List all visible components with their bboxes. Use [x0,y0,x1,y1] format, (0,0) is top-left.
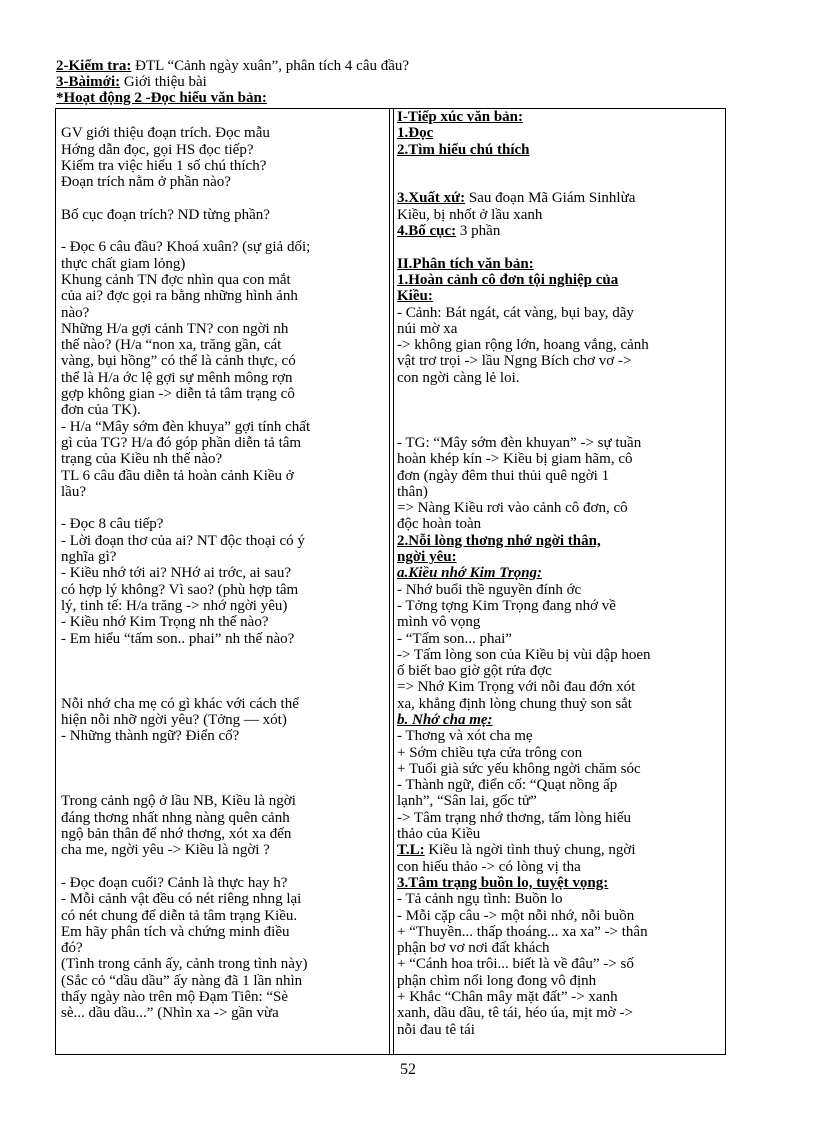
left-text-line: thế nào? (H/a “non xa, trăng gần, cát [61,337,282,354]
left-text-line: thấy ngày nào trên mộ Đạm Tiên: “Sè [61,989,289,1006]
right-text-line: 1.Đọc [397,125,434,142]
right-text-line: - “Tấm son... phai” [397,630,512,647]
left-text-line [61,500,381,516]
left-text-line: - Kiều nhớ Kim Trọng nh thế nào? [61,614,269,631]
right-text-line: -> Tấm lòng son của Kiều bị vùi dập hoen [397,646,651,663]
left-text-line: - Lời đoạn thơ của ai? NT độc thoại có ý [61,532,305,549]
left-text-line: ngộ bản thân để nhớ thơng, xót xa đến [61,826,292,843]
right-text-line: - Nhớ buổi thề nguyền đính ớc [397,581,582,598]
right-text-line: a.Kiều nhớ Kim Trọng: [397,565,543,582]
right-text-line: 3.Tâm trạng buồn lo, tuyệt vọng: [397,874,609,891]
right-text-line: - TG: “Mây sớm đèn khuyan” -> sự tuần [397,434,642,451]
newlesson-text: Giới thiệu bài [120,74,207,90]
right-text-line: -> không gian rộng lớn, hoang vắng, cảnh [397,337,649,354]
left-text-line: thực chất giam lỏng) [61,255,186,272]
right-text-line: 1.Hoàn cảnh cô đơn tội nghiệp của [397,271,619,288]
left-text-line: Trong cảnh ngộ ở lầu NB, Kiều là ngời [61,793,296,810]
right-text-line [397,402,723,418]
right-text-line: phận chìm nổi long đong vô định [397,972,597,989]
left-text-line: có nét chung để diễn tả tâm trạng Kiều. [61,907,298,924]
right-text-line: Kiều: [397,288,433,305]
left-text-line: của ai? đợc gọi ra bằng những hình ảnh [61,288,298,305]
right-text-line [397,239,723,255]
right-text-line: 2.Nỗi lòng thơng nhớ ngời thân, [397,532,601,549]
left-text-line: Kiểm tra việc hiểu 1 số chú thích? [61,157,267,174]
right-text-line: thảo của Kiều [397,826,481,843]
page-number: 52 [400,1061,416,1078]
right-text-line: + “Thuyền... thấp thoáng... xa xa” -> thân [397,923,648,940]
right-text-line-label: T.L: [397,842,425,859]
left-text-line: vàng, bụi hồng” có thể là cảnh thực, có [61,353,296,370]
left-text-line [61,190,381,206]
left-text-line [61,109,381,125]
left-text-line: Nỗi nhớ cha mẹ có gì khác với cách thể [61,695,299,712]
left-text-line: Bố cục đoạn trích? ND từng phần? [61,206,270,223]
left-text-line [61,679,381,695]
header-line-activity [56,90,267,106]
right-text-line: - Cảnh: Bát ngát, cát vàng, bụi bay, dãy [397,304,634,321]
right-text-line [397,174,723,190]
right-text-line: => Nhớ Kim Trọng với nỗi đau đớn xót [397,679,636,696]
right-text-line: hoàn khép kín -> Kiều bị giam hãm, cô [397,451,633,468]
check-label: 2-Kiểm tra: [56,58,132,74]
right-text-line-text: Kiều là ngời tình thuỷ chung, ngời [424,842,636,859]
right-text-line: + Sớm chiều tựa cửa trông con [397,744,583,761]
right-text-line: phận bơ vơ nơi đất khách [397,940,550,957]
activity-label: *Hoạt động 2 -Đọc hiểu văn bản: [56,90,267,106]
left-text-line: - Mỗi cảnh vật đều có nét riêng nhng lại [61,891,302,908]
right-text-line: núi mờ xa [397,320,458,337]
right-text-line: nỗi đau tê tái [397,1021,475,1038]
left-text-line: gì của TG? H/a đó góp phần diễn tả tâm [61,434,302,451]
left-text-line [61,647,381,663]
right-text-line: đơn (ngày đêm thui thủi quê ngời 1 [397,467,610,484]
left-text-line: - H/a “Mây sớm đèn khuya” gợi tính chất [61,418,311,435]
right-text-line: -> Tâm trạng nhớ thơng, tấm lòng hiếu [397,809,632,826]
left-text-line: gợp không gian -> diễn tả tâm trạng cô [61,386,295,403]
newlesson-label: 3-Bàimới: [56,74,121,90]
left-text-line: hiện nỗi nhỡ ngời yêu? (Tởng — xót) [61,711,287,728]
right-text-line-label: 3.Xuất xứ: [397,190,466,207]
lesson-content-column [397,109,723,1038]
right-text-line: độc hoàn toàn [397,516,482,533]
right-text-line: + Khắc “Chân mây mặt đất” -> xanh [397,989,618,1006]
left-text-line [61,777,381,793]
right-text-line: => Nàng Kiều rơi vào cảnh cô đơn, cô [397,500,628,517]
right-text-line [397,842,723,858]
column-divider [389,109,390,1054]
left-text-line: - Em hiểu “tấm son.. phai” nh thế nào? [61,630,295,647]
right-text-line: ố biết bao giờ gột rửa đợc [397,663,552,680]
left-text-line: (Tình trong cảnh ấy, cảnh trong tình này) [61,956,308,973]
left-text-line: cha me, ngời yêu -> Kiều là ngời ? [61,842,270,859]
right-text-line: xanh, dầu dầu, tê tái, héo úa, mịt mờ -> [397,1005,633,1022]
left-text-line: Hớng dẫn đọc, gọi HS đọc tiếp? [61,141,254,158]
right-text-line [397,419,723,435]
right-text-line: + Tuổi già sức yếu không ngời chăm sóc [397,760,641,777]
left-text-line [61,745,381,761]
right-text-line: 2.Tìm hiểu chú thích [397,141,530,158]
left-text-line: - Những thành ngữ? Điển cố? [61,728,240,745]
right-text-line: + “Cánh hoa trôi... biết là về đâu” -> số [397,956,634,973]
right-text-line [397,386,723,402]
left-text-line: đáng thơng nhất nhng nàng quên cảnh [61,809,290,826]
left-text-line: đơn của TK). [61,402,141,419]
right-text-line: I-Tiếp xúc văn bản: [397,109,524,125]
right-text-line: II.Phân tích văn bản: [397,255,534,272]
right-text-line: con ngời càng lẻ loi. [397,369,520,386]
left-text-line: thể là H/a ớc lệ gợi sự mênh mông rợn [61,369,293,386]
left-text-line: có hợp lý không? Vì sao? (phù hợp tâm [61,581,299,598]
right-text-line: - Thơng và xót cha mẹ [397,728,533,745]
left-text-line: - Đọc đoạn cuối? Cảnh là thực hay h? [61,874,288,891]
left-text-line [61,859,381,875]
left-text-line: nghĩa gì? [61,549,117,566]
left-text-line [61,223,381,239]
right-text-line: - Tả cảnh ngụ tình: Buồn lo [397,891,563,908]
left-text-line [61,761,381,777]
header-line-check [56,58,409,74]
left-text-line: - Kiều nhớ tới ai? NHớ ai trớc, ai sau? [61,565,291,582]
right-text-line: vật trơ trọi -> lầu Ngng Bích chơ vơ -> [397,353,632,370]
lesson-table [55,108,726,1055]
column-divider-inner [393,109,394,1054]
left-text-line: nào? [61,304,90,321]
left-text-line: Những H/a gợi cảnh TN? con ngời nh [61,320,289,337]
right-text-line-text: Sau đoạn Mã Giám Sinhlừa [465,190,636,207]
left-text-line: lý, tinh tế: H/a trăng -> nhớ ngời yêu) [61,597,288,614]
left-text-line: sè... dầu dầu...” (Nhìn xa -> gần vừa [61,1005,279,1022]
left-text-line: - Đọc 8 câu tiếp? [61,516,164,533]
right-text-line: con hiếu thảo -> có lòng vị tha [397,858,581,875]
left-text-line [61,663,381,679]
left-text-line: TL 6 câu đầu diễn tả hoàn cảnh Kiều ở [61,467,294,484]
right-text-line [397,190,723,206]
left-text-line: lầu? [61,483,86,500]
right-text-line: - Thành ngữ, điển cố: “Quạt nồng ấp [397,777,618,794]
left-text-line: Đoạn trích nằm ở phần nào? [61,174,231,191]
right-text-line [397,223,723,239]
right-text-line: b. Nhớ cha mẹ: [397,711,493,728]
header-line-newlesson [56,74,207,90]
right-text-line: thân) [397,483,428,500]
left-text-line: GV giới thiệu đoạn trích. Đọc mẫu [61,125,270,142]
check-text: ĐTL “Cảnh ngày xuân”, phân tích 4 câu đầu? [131,58,410,74]
right-text-line: lạnh”, “Sân lai, gốc tử” [397,793,537,810]
left-text-line: trạng của Kiều nh thế nào? [61,451,223,468]
teacher-activity-column [61,109,381,1022]
left-text-line: - Đọc 6 câu đầu? Khoá xuân? (sự giả dối; [61,239,311,256]
left-text-line: Em hãy phân tích và chứng minh điều [61,923,290,940]
right-text-line [397,158,723,174]
right-text-line: - Tởng tợng Kim Trọng đang nhớ về [397,597,616,614]
right-text-line: mình vô vọng [397,614,481,631]
right-text-line-label: 4.Bố cục: [397,223,457,240]
left-text-line: Khung cảnh TN đợc nhìn qua con mắt [61,271,291,288]
right-text-line-text: 3 phần [456,223,501,240]
right-text-line: ngời yêu: [397,549,457,566]
right-text-line: xa, khẳng định lòng chung thuỷ son sắt [397,695,632,712]
left-text-line: đó? [61,940,83,957]
right-text-line: Kiều, bị nhốt ở lầu xanh [397,206,543,223]
right-text-line: - Mỗi cặp câu -> một nỗi nhớ, nỗi buồn [397,907,635,924]
left-text-line: (Sắc cỏ “dầu dầu” ấy nàng đã 1 lần nhìn [61,972,303,989]
